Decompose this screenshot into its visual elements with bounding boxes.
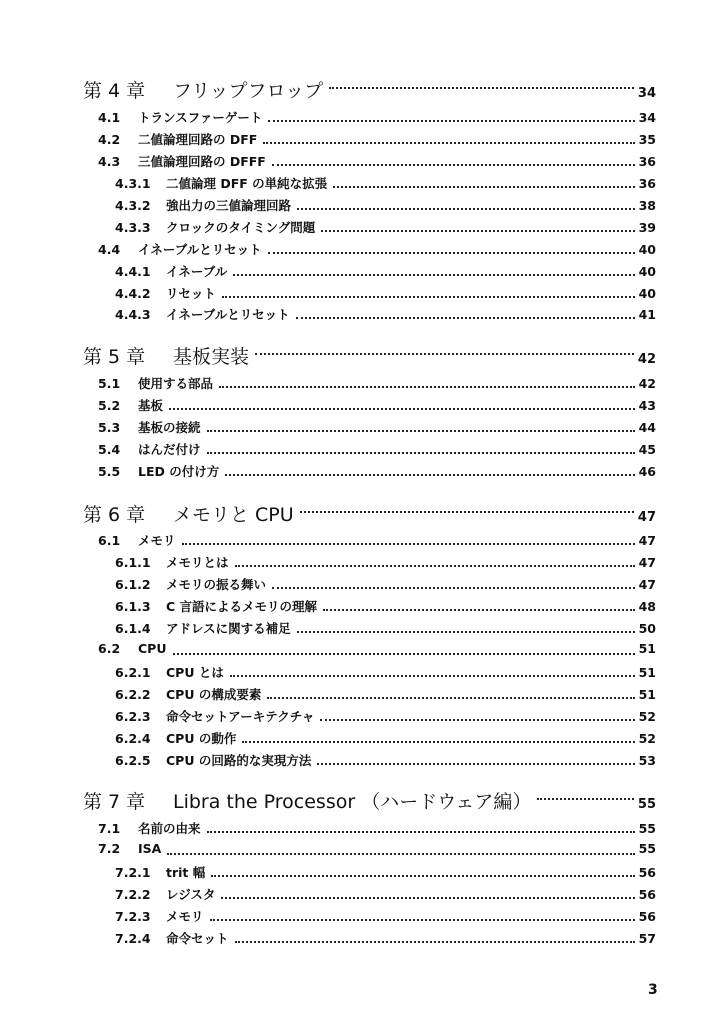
toc-chapter-4[interactable] [0,76,723,102]
entry-title: メモリ [138,533,176,548]
entry-title: 命令セットアーキテクチャ [166,709,315,724]
entry-title: メモリとは [166,555,229,570]
toc-entry[interactable] [0,707,723,727]
chapter-number: 第 4 章 [83,80,146,102]
entry-title: リセット [166,286,216,301]
leader-dots [296,317,635,319]
leader-dots [300,511,634,513]
toc-entry[interactable] [0,284,723,304]
entry-title: CPU とは [166,665,224,680]
entry-title: 基板の接続 [138,420,201,435]
page-number: 51 [638,665,656,680]
page-number: 38 [638,198,656,213]
page-number: 45 [638,442,656,457]
page-number: 40 [638,286,656,301]
toc-entry[interactable] [0,130,723,150]
entry-title: 命令セット [166,931,229,946]
entry-title: メモリ [166,909,204,924]
entry-title: C 言語によるメモリの理解 [166,599,318,614]
entry-number: 6.2.4 [115,731,151,746]
leader-dots [272,164,635,166]
entry-title: イネーブルとリセット [138,242,262,257]
entry-number: 5.2 [98,398,121,413]
leader-dots [211,875,634,877]
leader-dots [242,741,634,743]
entry-number: 4.4.3 [115,307,151,322]
toc-entry[interactable] [0,907,723,927]
page-number: 35 [638,132,656,147]
toc-entry[interactable] [0,240,723,260]
leader-dots [329,87,634,89]
page-number: 56 [638,909,656,924]
entry-number: 7.2.1 [115,865,151,880]
leader-dots [222,296,635,298]
entry-number: 4.3.1 [115,176,151,191]
toc-entry[interactable] [0,305,723,325]
entry-number: 6.2.5 [115,753,151,768]
page-number: 39 [638,220,656,235]
toc-chapter-7[interactable] [0,787,723,813]
leader-dots [235,565,635,567]
page-number: 48 [638,599,656,614]
leader-dots [255,353,634,355]
entry-title: LED の付け方 [138,464,220,479]
toc-entry[interactable] [0,619,723,639]
leader-dots [210,919,635,921]
entry-number: 7.1 [98,821,121,836]
page-number: 51 [638,687,656,702]
page-number: 40 [638,264,656,279]
toc-entry[interactable] [0,863,723,883]
toc-entry[interactable] [0,108,723,128]
entry-number: 4.4.2 [115,286,151,301]
leader-dots [169,408,635,410]
entry-number: 4.1 [98,110,121,125]
leader-dots [207,452,635,454]
toc-entry[interactable] [0,462,723,482]
page-number: 56 [638,865,656,880]
leader-dots [173,653,635,655]
page-number: 53 [638,753,656,768]
page-number: 55 [638,841,656,856]
leader-dots [235,941,635,943]
entry-number: 4.3 [98,154,121,169]
entry-title: メモリの振る舞い [166,577,267,592]
entry-title: 二値論理回路の DFF [138,132,258,147]
leader-dots [207,430,635,432]
page-number: 51 [638,641,656,656]
toc-entry[interactable] [0,152,723,172]
entry-title: CPU の構成要素 [166,687,262,702]
page-number: 50 [638,621,656,636]
toc-entry[interactable] [0,729,723,749]
leader-dots [167,853,634,855]
leader-dots [537,798,633,800]
leader-dots [268,252,635,254]
page-number: 47 [638,555,656,570]
toc-entry[interactable] [0,663,723,683]
entry-number: 7.2 [98,841,121,856]
page-number: 56 [638,887,656,902]
toc-entry[interactable] [0,174,723,194]
entry-title: 使用する部品 [138,376,214,391]
entry-number: 4.3.3 [115,220,151,235]
entry-title: CPU [138,641,167,656]
entry-number: 6.1.3 [115,599,151,614]
page-number: 55 [638,821,656,836]
page-number: 36 [638,176,656,191]
page-number: 57 [638,931,656,946]
entry-title: アドレスに関する補足 [166,621,291,636]
leader-dots [323,609,635,611]
page-number: 34 [637,86,656,101]
toc-entry[interactable] [0,418,723,438]
toc-entry[interactable] [0,751,723,771]
page-number: 40 [638,242,656,257]
toc-entry[interactable] [0,553,723,573]
entry-number: 6.2.2 [115,687,151,702]
entry-number: 7.2.4 [115,931,151,946]
leader-dots [272,587,635,589]
toc-entry[interactable] [0,262,723,282]
chapter-number: 第 6 章 [83,504,146,526]
entry-number: 6.2.1 [115,665,151,680]
page-folio-number: 3 [648,982,658,998]
page-number: 43 [638,398,656,413]
toc-entry[interactable] [0,819,723,839]
page-number: 42 [637,352,656,367]
entry-number: 7.2.2 [115,887,151,902]
entry-title: イネーブルとリセット [166,307,290,322]
page-number: 47 [638,533,656,548]
leader-dots [219,386,635,388]
entry-title: 強出力の三値論理回路 [166,198,292,213]
chapter-title: フリップフロップ [173,80,324,102]
leader-dots [321,230,634,232]
entry-number: 6.1 [98,533,121,548]
entry-title: 二値論理 DFF の単純な拡張 [166,176,328,191]
entry-number: 5.4 [98,442,121,457]
entry-number: 6.2 [98,641,121,656]
toc-entry[interactable] [0,196,723,216]
leader-dots [333,186,634,188]
entry-title: CPU の動作 [166,731,237,746]
entry-title: はんだ付け [138,442,201,457]
leader-dots [268,120,634,122]
leader-dots [225,474,634,476]
leader-dots [221,897,634,899]
toc-entry[interactable] [0,641,723,661]
toc-entry[interactable] [0,929,723,949]
entry-title: イネーブル [166,264,228,279]
leader-dots [263,142,634,144]
entry-title: trit 幅 [166,865,206,880]
entry-title: 基板 [138,398,164,413]
entry-number: 6.1.1 [115,555,151,570]
toc-entry[interactable] [0,597,723,617]
entry-title: クロックのタイミング問題 [166,220,316,235]
chapter-title: メモリと CPU [173,504,294,526]
toc-entry[interactable] [0,374,723,394]
page-number: 52 [638,731,656,746]
entry-number: 4.4.1 [115,264,151,279]
leader-dots [267,697,634,699]
entry-title: ISA [138,841,162,856]
toc-entry[interactable] [0,575,723,595]
page-number: 34 [638,110,656,125]
page-number: 42 [638,376,656,391]
toc-entry[interactable] [0,685,723,705]
entry-number: 6.1.2 [115,577,151,592]
entry-number: 6.2.3 [115,709,151,724]
leader-dots [297,208,635,210]
toc-entry[interactable] [0,841,723,861]
leader-dots [320,719,634,721]
page-number: 55 [637,797,656,812]
leader-dots [230,675,635,677]
entry-number: 6.1.4 [115,621,151,636]
toc-entry[interactable] [0,885,723,905]
page-number: 41 [638,307,656,322]
entry-title: 三値論理回路の DFFF [138,154,266,169]
page-number: 44 [638,420,656,435]
entry-number: 5.1 [98,376,121,391]
entry-number: 4.2 [98,132,121,147]
leader-dots [207,831,635,833]
page-number: 52 [638,709,656,724]
entry-number: 7.2.3 [115,909,151,924]
chapter-number: 第 5 章 [83,346,146,368]
toc-chapter-6[interactable] [0,500,723,526]
chapter-title: 基板実装 [173,346,250,368]
chapter-title: Libra the Processor （ハードウェア編） [173,791,532,813]
toc-entry[interactable] [0,218,723,238]
entry-title: レジスタ [166,887,216,902]
leader-dots [182,543,635,545]
entry-number: 4.4 [98,242,121,257]
entry-number: 5.3 [98,420,121,435]
page-number: 47 [638,577,656,592]
toc-entry[interactable] [0,440,723,460]
chapter-number: 第 7 章 [83,791,146,813]
page-number: 36 [638,154,656,169]
leader-dots [317,763,634,765]
entry-title: 名前の由来 [138,821,201,836]
toc-entry[interactable] [0,531,723,551]
page-number: 47 [637,510,656,525]
page-number: 46 [638,464,656,479]
leader-dots [297,631,635,633]
entry-number: 4.3.2 [115,198,151,213]
toc-chapter-5[interactable] [0,342,723,368]
entry-title: CPU の回路的な実現方法 [166,753,312,768]
toc-entry[interactable] [0,396,723,416]
leader-dots [233,274,634,276]
entry-number: 5.5 [98,464,121,479]
entry-title: トランスファーゲート [138,110,263,125]
